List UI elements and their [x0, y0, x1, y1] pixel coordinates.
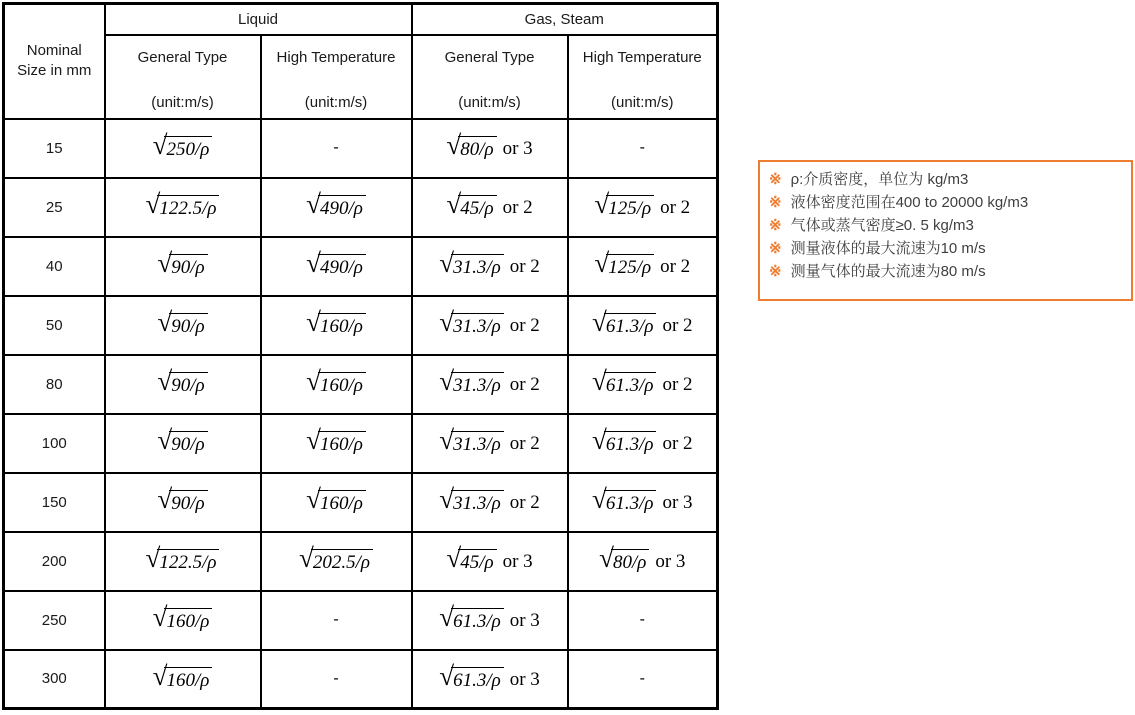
- radical-sign-icon: √: [157, 247, 173, 278]
- nominal-size-value: 100: [4, 414, 105, 473]
- velocity-formula-cell: [105, 591, 261, 650]
- table-row: [4, 296, 718, 355]
- radical-sign-icon: √: [157, 306, 173, 337]
- radicand: 31.3/ρ: [451, 431, 504, 455]
- sqrt-formula: [152, 129, 213, 160]
- sub-header-content: [106, 36, 260, 118]
- radicand: 61.3/ρ: [451, 667, 504, 691]
- sqrt-formula: [594, 247, 654, 278]
- sqrt-formula: [591, 424, 656, 455]
- formula-suffix: or 2: [509, 373, 540, 395]
- radicand: 45/ρ: [458, 549, 496, 573]
- empty-cell: -: [261, 591, 412, 650]
- velocity-formula-cell: [105, 414, 261, 473]
- note-line: [769, 214, 1121, 237]
- radicand: 31.3/ρ: [451, 313, 504, 337]
- nominal-size-value: 25: [4, 178, 105, 237]
- table-row: [4, 355, 718, 414]
- velocity-formula-cell: [568, 296, 718, 355]
- velocity-spec-table: [2, 2, 719, 710]
- sqrt-formula: [439, 483, 503, 514]
- note-line: [769, 191, 1121, 214]
- note-line: [769, 168, 1121, 191]
- liquid-group-header: Liquid: [105, 4, 412, 35]
- radicand: 90/ρ: [169, 254, 207, 278]
- radicand: 160/ρ: [318, 490, 366, 514]
- nominal-size-header: [4, 4, 105, 119]
- radical-sign-icon: √: [306, 365, 321, 396]
- radical-sign-icon: √: [145, 188, 161, 219]
- velocity-formula-cell: [412, 473, 568, 532]
- table-row: [4, 414, 718, 473]
- nominal-size-value: 200: [4, 532, 105, 591]
- empty-cell: -: [568, 650, 718, 709]
- radical-sign-icon: √: [157, 365, 173, 396]
- velocity-formula-cell: [412, 296, 568, 355]
- radicand: 90/ρ: [169, 490, 207, 514]
- reference-mark-icon: ※: [769, 194, 782, 211]
- velocity-formula-cell: [412, 650, 568, 709]
- radical-sign-icon: √: [299, 542, 314, 573]
- formula-suffix: or 2: [662, 432, 693, 454]
- sqrt-formula: [299, 542, 373, 573]
- radicand: 90/ρ: [169, 372, 207, 396]
- sqrt-formula: [157, 306, 207, 337]
- radicand: 61.3/ρ: [604, 431, 657, 455]
- nominal-size-value: 300: [4, 650, 105, 709]
- note-text: 测量液体的最大流速为10 m/s: [790, 240, 986, 257]
- velocity-formula-cell: [105, 178, 261, 237]
- radical-sign-icon: √: [306, 306, 321, 337]
- radical-sign-icon: √: [439, 365, 455, 396]
- velocity-formula-cell: [105, 237, 261, 296]
- sqrt-formula: [306, 483, 366, 514]
- col-unit-label: (unit:m/s): [611, 93, 674, 111]
- table-row: [4, 473, 718, 532]
- radicand: 80/ρ: [458, 136, 496, 160]
- radical-sign-icon: √: [591, 424, 607, 455]
- radicand: 61.3/ρ: [451, 608, 504, 632]
- velocity-formula-cell: [105, 532, 261, 591]
- gas-steam-group-header: Gas, Steam: [412, 4, 718, 35]
- sub-header-content: [569, 36, 717, 118]
- sqrt-formula: [591, 306, 656, 337]
- sqrt-formula: [446, 542, 496, 573]
- sub-header-content: [262, 36, 411, 118]
- velocity-formula-cell: [568, 178, 718, 237]
- velocity-formula-cell: [412, 119, 568, 178]
- velocity-formula-cell: [105, 650, 261, 709]
- radicand: 125/ρ: [606, 254, 654, 278]
- velocity-formula-cell: [412, 414, 568, 473]
- sqrt-formula: [439, 660, 503, 691]
- radical-sign-icon: √: [591, 483, 607, 514]
- radicand: 31.3/ρ: [451, 254, 504, 278]
- velocity-formula-cell: [105, 296, 261, 355]
- radicand: 90/ρ: [169, 313, 207, 337]
- velocity-formula-cell: [261, 296, 412, 355]
- sqrt-formula: [306, 424, 366, 455]
- radicand: 45/ρ: [458, 195, 496, 219]
- radicand: 490/ρ: [318, 254, 366, 278]
- sub-header-row: [4, 35, 718, 119]
- table-row: [4, 532, 718, 591]
- velocity-formula-cell: [412, 532, 568, 591]
- reference-mark-icon: ※: [769, 240, 782, 257]
- col-type-label: High Temperature: [582, 48, 702, 66]
- radicand: 31.3/ρ: [451, 490, 504, 514]
- velocity-formula-cell: [412, 178, 568, 237]
- nominal-size-value: 150: [4, 473, 105, 532]
- sqrt-formula: [145, 188, 220, 219]
- velocity-formula-cell: [105, 473, 261, 532]
- radical-sign-icon: √: [594, 247, 610, 278]
- formula-suffix: or 2: [509, 255, 540, 277]
- radical-sign-icon: √: [439, 660, 455, 691]
- formula-suffix: or 3: [662, 491, 693, 513]
- note-line: [769, 237, 1121, 260]
- formula-suffix: or 2: [509, 314, 540, 336]
- table-row: [4, 178, 718, 237]
- note-text: ρ:介质密度，单位为 kg/m3: [790, 171, 969, 188]
- radical-sign-icon: √: [306, 247, 321, 278]
- note-text: 液体密度范围在400 to 20000 kg/m3: [790, 194, 1029, 211]
- formula-suffix: or 3: [509, 609, 540, 631]
- radical-sign-icon: √: [591, 306, 607, 337]
- sqrt-formula: [306, 365, 366, 396]
- radicand: 61.3/ρ: [604, 490, 657, 514]
- velocity-formula-cell: [261, 473, 412, 532]
- velocity-formula-cell: [261, 414, 412, 473]
- sqrt-formula: [446, 129, 496, 160]
- table-header: [4, 4, 718, 119]
- radicand: 125/ρ: [606, 195, 654, 219]
- velocity-formula-cell: [261, 178, 412, 237]
- radicand: 202.5/ρ: [311, 549, 373, 573]
- liquid-hightemp-header: [261, 35, 412, 119]
- table-row: [4, 119, 718, 178]
- radicand: 160/ρ: [164, 608, 212, 632]
- radical-sign-icon: √: [152, 601, 168, 632]
- velocity-formula-cell: [412, 355, 568, 414]
- formula-suffix: or 2: [662, 314, 693, 336]
- radicand: 122.5/ρ: [157, 195, 219, 219]
- sqrt-formula: [157, 424, 207, 455]
- velocity-formula-cell: [261, 237, 412, 296]
- radicand: 160/ρ: [318, 372, 366, 396]
- velocity-formula-cell: [568, 237, 718, 296]
- sqrt-formula: [594, 188, 654, 219]
- sqrt-formula: [599, 542, 649, 573]
- radical-sign-icon: √: [439, 601, 455, 632]
- sqrt-formula: [439, 601, 503, 632]
- radicand: 122.5/ρ: [157, 549, 219, 573]
- sqrt-formula: [157, 247, 207, 278]
- radical-sign-icon: √: [152, 129, 168, 160]
- radicand: 160/ρ: [318, 313, 366, 337]
- gas-hightemp-header: [568, 35, 718, 119]
- sqrt-formula: [145, 542, 220, 573]
- velocity-formula-cell: [261, 532, 412, 591]
- reference-mark-icon: ※: [769, 217, 782, 234]
- sqrt-formula: [446, 188, 496, 219]
- group-header-row: [4, 4, 718, 35]
- formula-suffix: or 3: [655, 550, 686, 572]
- col-unit-label: (unit:m/s): [304, 93, 368, 111]
- radical-sign-icon: √: [446, 542, 462, 573]
- formula-suffix: or 3: [502, 550, 533, 572]
- col-unit-label: (unit:m/s): [151, 93, 214, 111]
- liquid-general-header: [105, 35, 261, 119]
- radicand: 61.3/ρ: [604, 313, 657, 337]
- sub-header-content: [413, 36, 567, 118]
- velocity-formula-cell: [261, 355, 412, 414]
- radicand: 61.3/ρ: [604, 372, 657, 396]
- nominal-size-line1: Nominal: [26, 42, 82, 60]
- radicand: 90/ρ: [169, 431, 207, 455]
- radicand: 160/ρ: [318, 431, 366, 455]
- sqrt-formula: [439, 247, 503, 278]
- table-body: [4, 119, 718, 709]
- sqrt-formula: [152, 601, 213, 632]
- radicand: 490/ρ: [318, 195, 366, 219]
- nominal-size-value: 250: [4, 591, 105, 650]
- sqrt-formula: [439, 306, 503, 337]
- nominal-size-value: 40: [4, 237, 105, 296]
- velocity-formula-cell: [568, 414, 718, 473]
- col-unit-label: (unit:m/s): [458, 93, 521, 111]
- formula-suffix: or 2: [509, 491, 540, 513]
- radical-sign-icon: √: [306, 424, 321, 455]
- velocity-formula-cell: [105, 119, 261, 178]
- nominal-size-line2: Size in mm: [17, 62, 92, 80]
- density-notes-box: [758, 160, 1133, 301]
- radical-sign-icon: √: [439, 306, 455, 337]
- radical-sign-icon: √: [145, 542, 161, 573]
- velocity-formula-cell: [412, 591, 568, 650]
- sqrt-formula: [152, 660, 213, 691]
- velocity-formula-cell: [568, 355, 718, 414]
- reference-mark-icon: ※: [769, 171, 782, 188]
- empty-cell: -: [261, 119, 412, 178]
- empty-cell: -: [568, 591, 718, 650]
- velocity-formula-cell: [568, 532, 718, 591]
- radical-sign-icon: √: [152, 660, 168, 691]
- velocity-formula-cell: [568, 473, 718, 532]
- velocity-formula-cell: [105, 355, 261, 414]
- empty-cell: -: [568, 119, 718, 178]
- sqrt-formula: [591, 483, 656, 514]
- radical-sign-icon: √: [439, 483, 455, 514]
- radical-sign-icon: √: [594, 188, 610, 219]
- table-row: [4, 591, 718, 650]
- radical-sign-icon: √: [157, 424, 173, 455]
- note-text: 测量气体的最大流速为80 m/s: [790, 263, 986, 280]
- sqrt-formula: [306, 247, 366, 278]
- radicand: 80/ρ: [611, 549, 649, 573]
- formula-suffix: or 2: [662, 373, 693, 395]
- radical-sign-icon: √: [439, 247, 455, 278]
- col-type-label: General Type: [137, 48, 228, 66]
- radical-sign-icon: √: [439, 424, 455, 455]
- formula-suffix: or 2: [509, 432, 540, 454]
- sqrt-formula: [306, 306, 366, 337]
- sqrt-formula: [157, 365, 207, 396]
- formula-suffix: or 3: [502, 137, 533, 159]
- radicand: 250/ρ: [164, 136, 212, 160]
- radical-sign-icon: √: [599, 542, 614, 573]
- radicand: 31.3/ρ: [451, 372, 504, 396]
- note-line: [769, 260, 1121, 283]
- sqrt-formula: [439, 365, 503, 396]
- col-type-label: General Type: [444, 48, 535, 66]
- radical-sign-icon: √: [591, 365, 607, 396]
- nominal-size-header-text: [5, 42, 104, 80]
- radical-sign-icon: √: [306, 188, 321, 219]
- note-text: 气体或蒸气密度≥0. 5 kg/m3: [790, 217, 974, 234]
- sqrt-formula: [591, 365, 656, 396]
- col-type-label: High Temperature: [276, 48, 396, 66]
- formula-suffix: or 2: [660, 196, 691, 218]
- radical-sign-icon: √: [446, 129, 462, 160]
- radical-sign-icon: √: [446, 188, 462, 219]
- radical-sign-icon: √: [306, 483, 321, 514]
- nominal-size-value: 80: [4, 355, 105, 414]
- reference-mark-icon: ※: [769, 263, 782, 280]
- table-row: [4, 650, 718, 709]
- table-row: [4, 237, 718, 296]
- sqrt-formula: [157, 483, 207, 514]
- nominal-size-value: 50: [4, 296, 105, 355]
- radical-sign-icon: √: [157, 483, 173, 514]
- formula-suffix: or 3: [509, 668, 540, 690]
- formula-suffix: or 2: [660, 255, 691, 277]
- sqrt-formula: [306, 188, 366, 219]
- velocity-formula-cell: [412, 237, 568, 296]
- empty-cell: -: [261, 650, 412, 709]
- radicand: 160/ρ: [164, 667, 212, 691]
- nominal-size-value: 15: [4, 119, 105, 178]
- gas-general-header: [412, 35, 568, 119]
- formula-suffix: or 2: [502, 196, 533, 218]
- sqrt-formula: [439, 424, 503, 455]
